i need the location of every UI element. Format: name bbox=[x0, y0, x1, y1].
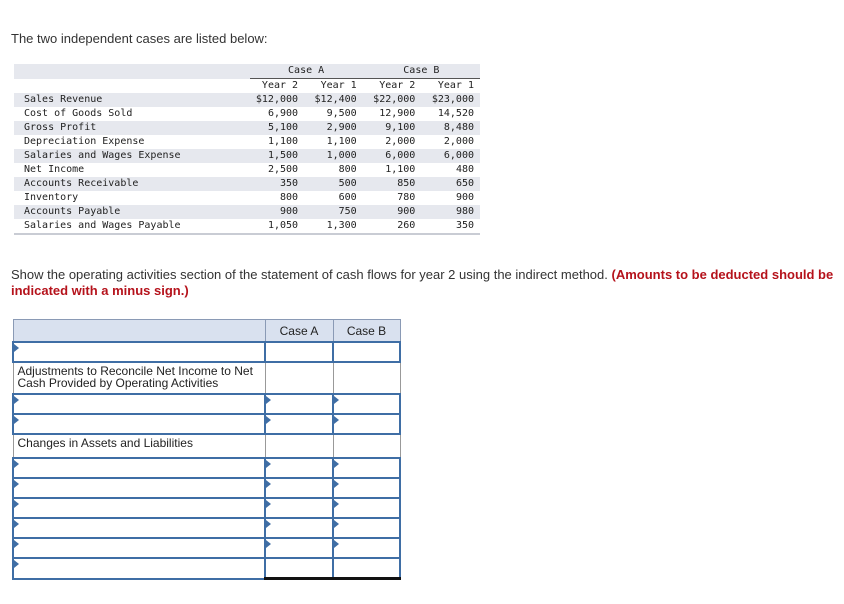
label-dropdown[interactable] bbox=[13, 394, 265, 414]
row-label: Salaries and Wages Payable bbox=[14, 219, 250, 234]
cell-value: $12,400 bbox=[304, 93, 363, 107]
case-a-input[interactable] bbox=[265, 478, 333, 498]
label-dropdown[interactable] bbox=[13, 498, 265, 518]
cell-value: 260 bbox=[363, 219, 422, 234]
row-label: Salaries and Wages Expense bbox=[14, 149, 250, 163]
table-row bbox=[14, 107, 480, 121]
case-b-input[interactable] bbox=[333, 498, 400, 518]
cell-value: 1,500 bbox=[250, 149, 305, 163]
section-label-row bbox=[13, 362, 400, 394]
case-b-input[interactable] bbox=[333, 458, 400, 478]
row-label: Sales Revenue bbox=[14, 93, 250, 107]
cell-value: 6,000 bbox=[363, 149, 422, 163]
cell-value: 650 bbox=[421, 177, 480, 191]
dropdown-arrow-icon bbox=[14, 540, 19, 548]
label-dropdown[interactable] bbox=[13, 414, 265, 434]
instructions bbox=[11, 267, 841, 299]
dropdown-arrow-icon bbox=[14, 416, 19, 424]
cell-value: 1,000 bbox=[304, 149, 363, 163]
cell-value: 1,100 bbox=[385, 164, 416, 175]
table-row bbox=[14, 135, 480, 149]
case-b-input[interactable] bbox=[333, 518, 400, 538]
row-label: Inventory bbox=[24, 192, 79, 203]
year-header: Year 2 bbox=[379, 80, 416, 91]
dropdown-arrow-icon bbox=[334, 460, 339, 468]
cell-value: 1,100 bbox=[326, 136, 357, 147]
case-a-input[interactable] bbox=[265, 342, 333, 362]
table-row bbox=[14, 93, 480, 107]
table-row bbox=[14, 177, 480, 191]
dropdown-arrow-icon bbox=[266, 540, 271, 548]
year-header-row bbox=[14, 79, 480, 94]
case-a-input[interactable] bbox=[265, 414, 333, 434]
cell-value: 1,100 bbox=[267, 136, 299, 147]
dropdown-arrow-icon bbox=[266, 500, 271, 508]
cell-value: 350 bbox=[421, 219, 480, 234]
row-label: Net Income bbox=[24, 164, 85, 175]
dropdown-arrow-icon bbox=[334, 416, 339, 424]
year-header: Year 1 bbox=[320, 80, 357, 91]
cell-value: $23,000 bbox=[421, 93, 480, 107]
cell-value: 350 bbox=[250, 177, 305, 191]
case-b-input[interactable] bbox=[333, 342, 400, 362]
cell-value: 6,900 bbox=[267, 108, 299, 119]
case-b-input[interactable] bbox=[333, 394, 400, 414]
case-a-input[interactable] bbox=[265, 538, 333, 558]
table-row bbox=[14, 121, 480, 135]
case-a-total[interactable] bbox=[265, 558, 333, 579]
case-a-header: Case A bbox=[250, 64, 363, 79]
dropdown-arrow-icon bbox=[14, 396, 19, 404]
cases-data-table bbox=[14, 64, 480, 235]
cell-value: 480 bbox=[455, 164, 474, 175]
table-row bbox=[14, 219, 480, 234]
dropdown-arrow-icon bbox=[14, 460, 19, 468]
case-b-input[interactable] bbox=[333, 414, 400, 434]
cell-value: 12,900 bbox=[379, 108, 416, 119]
case-b-total[interactable] bbox=[333, 558, 400, 579]
case-a-input[interactable] bbox=[265, 498, 333, 518]
dropdown-arrow-icon bbox=[334, 540, 339, 548]
cell-value: $12,000 bbox=[250, 93, 305, 107]
cell-value: $22,000 bbox=[363, 93, 422, 107]
dropdown-arrow-icon bbox=[266, 520, 271, 528]
dropdown-arrow-icon bbox=[334, 520, 339, 528]
cell-value: 2,000 bbox=[443, 136, 474, 147]
year-header: Year 2 bbox=[261, 80, 299, 91]
cell-value: 2,000 bbox=[385, 136, 416, 147]
cell-value: 780 bbox=[397, 192, 416, 203]
answer-row bbox=[13, 458, 400, 478]
cell-value: 14,520 bbox=[437, 108, 474, 119]
answer-row bbox=[13, 478, 400, 498]
dropdown-arrow-icon bbox=[14, 480, 19, 488]
case-b-input[interactable] bbox=[333, 538, 400, 558]
dropdown-arrow-icon bbox=[334, 396, 339, 404]
cell-value: 900 bbox=[455, 192, 474, 203]
cell-value: 500 bbox=[304, 177, 363, 191]
case-b-input[interactable] bbox=[333, 478, 400, 498]
cell-value: 900 bbox=[250, 205, 305, 219]
case-a-column-header: Case A bbox=[265, 320, 333, 343]
answer-row bbox=[13, 342, 400, 362]
dropdown-arrow-icon bbox=[334, 500, 339, 508]
answer-row-total bbox=[13, 558, 400, 579]
case-b-header: Case B bbox=[363, 64, 480, 79]
case-a-input[interactable] bbox=[265, 518, 333, 538]
dropdown-arrow-icon bbox=[14, 500, 19, 508]
cell-value: 9,500 bbox=[326, 108, 357, 119]
cell-value: 8,480 bbox=[421, 121, 480, 135]
dropdown-arrow-icon bbox=[14, 344, 19, 352]
table-row bbox=[14, 205, 480, 219]
answer-grid bbox=[12, 319, 401, 580]
cell-value: 800 bbox=[338, 164, 357, 175]
cell-value: 900 bbox=[363, 205, 422, 219]
cell-value: 850 bbox=[363, 177, 422, 191]
answer-row bbox=[13, 414, 400, 434]
dropdown-arrow-icon bbox=[334, 480, 339, 488]
row-label: Accounts Payable bbox=[14, 205, 250, 219]
table-row bbox=[14, 149, 480, 163]
answer-row bbox=[13, 518, 400, 538]
year-header: Year 1 bbox=[437, 80, 474, 91]
row-label: Depreciation Expense bbox=[24, 136, 145, 147]
dropdown-arrow-icon bbox=[14, 560, 19, 568]
label-dropdown[interactable] bbox=[13, 538, 265, 558]
dropdown-arrow-icon bbox=[266, 416, 271, 424]
cell-value: 2,900 bbox=[304, 121, 363, 135]
answer-header-row bbox=[13, 320, 400, 343]
label-dropdown[interactable] bbox=[13, 518, 265, 538]
label-dropdown[interactable] bbox=[13, 458, 265, 478]
cell-value: 1,300 bbox=[304, 219, 363, 234]
row-label: Cost of Goods Sold bbox=[24, 108, 133, 119]
case-header-row bbox=[14, 64, 480, 79]
table-row bbox=[14, 191, 480, 205]
cell-value: 1,050 bbox=[250, 219, 305, 234]
cell-value: 5,100 bbox=[250, 121, 305, 135]
instructions-note: (Amounts to be deducted should be indicated with a minus sign.) bbox=[11, 267, 834, 298]
adjustments-label: Adjustments to Reconcile Net Income to Net Cash Provided by Operating Activities bbox=[13, 362, 265, 394]
intro-text: The two independent cases are listed below: bbox=[11, 31, 268, 46]
answer-row bbox=[13, 394, 400, 414]
row-label: Accounts Receivable bbox=[14, 177, 250, 191]
case-a-input[interactable] bbox=[265, 394, 333, 414]
dropdown-arrow-icon bbox=[14, 520, 19, 528]
dropdown-arrow-icon bbox=[266, 480, 271, 488]
cell-value: 600 bbox=[338, 192, 357, 203]
cell-value: 800 bbox=[279, 192, 299, 203]
cell-value: 9,100 bbox=[363, 121, 422, 135]
table-row bbox=[14, 163, 480, 177]
label-dropdown[interactable] bbox=[13, 342, 265, 362]
case-a-input[interactable] bbox=[265, 458, 333, 478]
cell-value: 6,000 bbox=[421, 149, 480, 163]
cell-value: 2,500 bbox=[267, 164, 299, 175]
dropdown-arrow-icon bbox=[266, 460, 271, 468]
cell-value: 750 bbox=[304, 205, 363, 219]
answer-row bbox=[13, 498, 400, 518]
label-dropdown[interactable] bbox=[13, 558, 265, 579]
cell-value: 980 bbox=[421, 205, 480, 219]
label-dropdown[interactable] bbox=[13, 478, 265, 498]
section-label-row bbox=[13, 434, 400, 458]
dropdown-arrow-icon bbox=[266, 396, 271, 404]
row-label: Gross Profit bbox=[14, 121, 250, 135]
case-b-column-header: Case B bbox=[333, 320, 400, 343]
changes-label: Changes in Assets and Liabilities bbox=[13, 434, 265, 458]
instructions-main: Show the operating activities section of the statement of cash flows for year 2 using the indirect method. bbox=[11, 267, 608, 282]
answer-row bbox=[13, 538, 400, 558]
